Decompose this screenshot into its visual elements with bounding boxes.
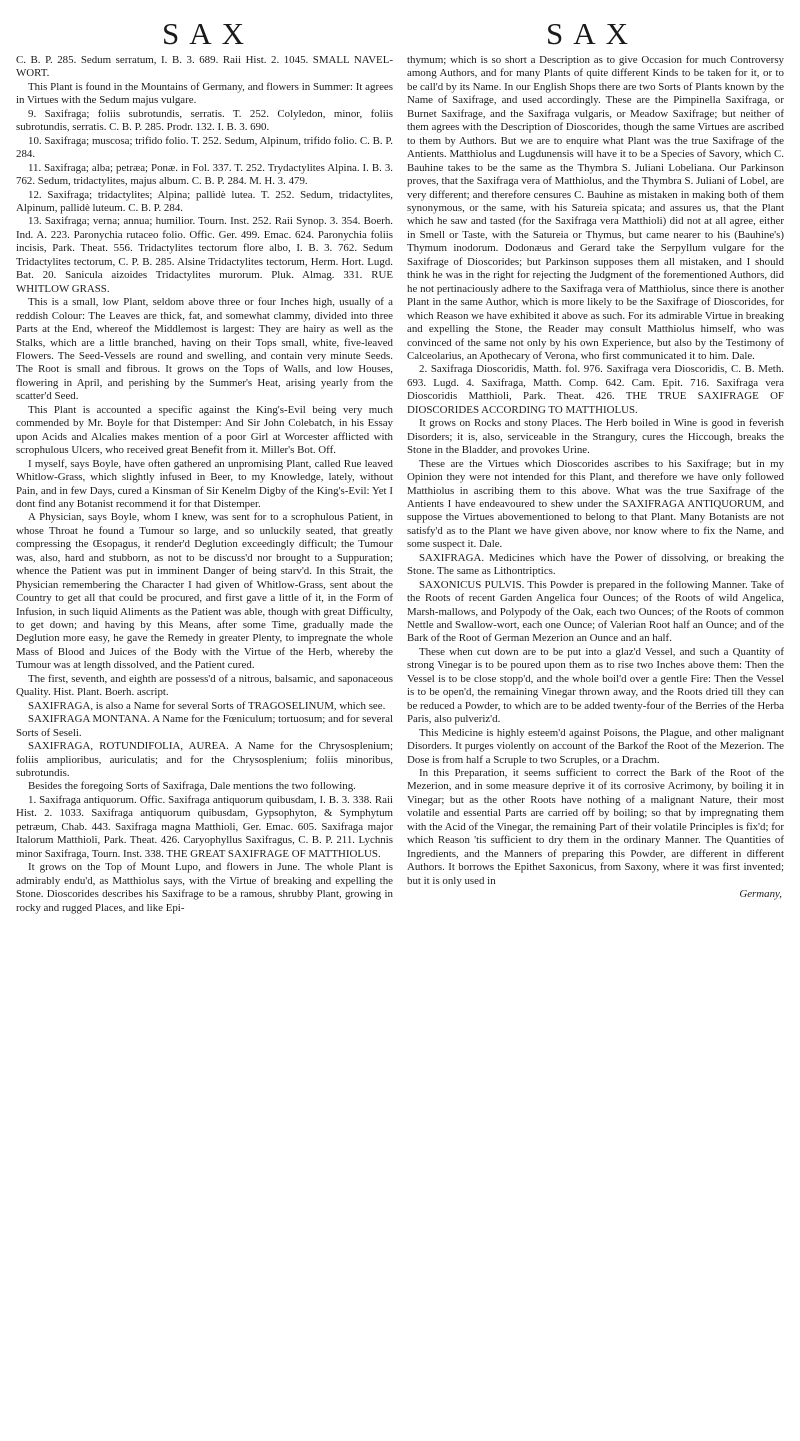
paragraph: This Plant is accounted a specific against the King's-Evil being very much commended by Mr. Boyle for that Distemper: And Sir John Colebatch, in his Essay upon Acids and Alcalies makes mention of a poor Girl at Worcester afflicted with scrophulous Ulcers, who received great Benefit from it. Miller's Bot. Off. <box>16 403 393 457</box>
paragraph: 2. Saxifraga Dioscoridis, Matth. fol. 976. Saxifraga vera Dioscoridis, C. B. Meth. 693. Lugd. 4. Saxifraga, Matth. Comp. 642. Cam. Epit. 716. Saxifraga vera Dioscoridis Matthioli, Park. Theat. 426. THE TRUE SAXIFRAGE OF DIOSCORIDES ACCORDING TO MATTHIOLUS. <box>407 363 784 416</box>
running-head <box>16 0 784 54</box>
paragraph: 13. Saxifraga; verna; annua; humilior. Tourn. Inst. 252. Raii Synop. 3. 354. Boerh. Ind. A. 223. Paronychia rutaceo folio. Offic. Ger. 499. Emac. 624. Paronychia foliis incisis, Park. Theat. 556. Tridactylites tectorum flore albo, I. B. 3. 762. Sedum Tridactylites tectorum, C. P. B. 285. Alsine Tridactylites tectorum, Herm. Hort. Lugd. Bat. 20. Sanicula aizoides Tridactylites murorum. Pluk. Almag. 331. RUE WHITLOW GRASS. <box>16 215 393 295</box>
catchword: Germany, <box>739 888 782 901</box>
paragraph: In this Preparation, it seems sufficient to correct the Bark of the Root of the Mezerion, and in some measure deprive it of its corrosive Acrimony, by boiling it in Vinegar; but as the other Roots have nothing of a malignant Nature, their most volatile and essential Parts are carried off by boiling; so that by impregnating them with the Acid of the Vinegar, the remaining Part of their volatile Principles is fix'd; for which Reason 'tis sufficient to dry them in the ordinary Manner. The Quantities of Ingredients, and the Manners of preparing this Powder, are different in different Authors. It borrows the Epithet Saxonicus, from Saxony, where it was first invented; but it is only used in <box>407 767 784 887</box>
paragraph: This Medicine is highly esteem'd against Poisons, the Plague, and other malignant Disorders. It purges violently on account of the Barkof the Root of the Mezerion. The Dose is from half a Scruple to two Scruples, or a Drachm. <box>407 726 784 766</box>
paragraph: 9. Saxifraga; foliis subrotundis, serratis. T. 252. Colyledon, minor, foliis subrotundis, serratis. C. B. P. 285. Prodr. 132. I. B. 3. 690. <box>16 107 393 134</box>
paragraph: This is a small, low Plant, seldom above three or four Inches high, usually of a reddish Colour: The Leaves are thick, fat, and somewhat clammy, divided into three Parts at the End, whereof the Middlemost is largest: They are hairy as well as the Stalks, which are a little branched, having on their Tops small, white, five-leaved Flowers. The Seed-Vessels are round and swelling, and contain very minute Seeds. The Root is small and fibrous. It grows on the Tops of Walls, and low Houses, flowering in April, and perishing by the Summer's Heat, arising yearly from the scatter'd Seed. <box>16 296 393 403</box>
running-head-right: SAX <box>545 16 638 51</box>
paragraph: This Plant is found in the Mountains of Germany, and flowers in Summer: It agrees in Virtues with the Sedum majus vulgare. <box>16 80 393 107</box>
paragraph: SAXIFRAGA. Medicines which have the Power of dissolving, or breaking the Stone. The same as Lithontriptics. <box>407 551 784 578</box>
paragraph: The first, seventh, and eighth are possess'd of a nitrous, balsamic, and saponaceous Quality. Hist. Plant. Boerh. ascript. <box>16 672 393 699</box>
paragraph: C. B. P. 285. Sedum serratum, I. B. 3. 689. Raii Hist. 2. 1045. SMALL NAVEL-WORT. <box>16 54 393 80</box>
paragraph: 10. Saxifraga; muscosa; trifido folio. T. 252. Sedum, Alpinum, trifido folio. C. B. P. 284. <box>16 134 393 161</box>
paragraph: It grows on Rocks and stony Places. The Herb boiled in Wine is good in feverish Disorders; it is, also, serviceable in the Strangury, cures the Hiccough, breaks the Stone in the Bladder, and provokes Urine. <box>407 417 784 457</box>
paragraph: 12. Saxifraga; tridactylites; Alpina; pallidè lutea. T. 252. Sedum, tridactylites, Alpinum, pallidè luteum. C. B. P. 284. <box>16 188 393 214</box>
paragraph: SAXONICUS PULVIS. This Powder is prepared in the following Manner. Take of the Roots of recent Garden Angelica four Ounces; of the Roots of wild Angelica, Marsh-mallows, and Polypody of the Oak, each two Ounces; of the Roots of common Nettle and Swallow-wort, each one Ounce; of Valerian Root half an Ounce; and of the Bark of the Root of German Mezerion an Ounce and an half. <box>407 578 784 645</box>
left-column <box>16 54 393 915</box>
paragraph: These when cut down are to be put into a glaz'd Vessel, and such a Quantity of strong Vinegar is to be poured upon them as to rise two Inches above them: Then the Vessel is to be close stopp'd, and the whole boil'd over a gentle Fire: Then the Vessel is to be open'd, the remaining Vinegar thrown away, and the Roots dried till they can be reduced a Powder, to which are to be added twenty-four of the Berries of the Herba Paris, also pulveriz'd. <box>407 645 784 726</box>
paragraph: Besides the foregoing Sorts of Saxifraga, Dale mentions the two following. <box>28 780 356 793</box>
paragraph: These are the Virtues which Dioscorides ascribes to his Saxifrage; but in my Opinion they were not intended for this Plant, and therefore we have only followed Matthiolus in ascribing them to this above. What was the true Saxifrage of the Antients I have endeavoured to shew under the SAXIFRAGA ANTIQUORUM, and suppose the Virtues abovementioned to belong to that Plant. Many Botanists are not satisfy'd as to the Plant we have given above, nor know where to fix the Name, and some suspect it. Dale. <box>407 457 784 551</box>
paragraph: A Physician, says Boyle, whom I knew, was sent for to a scrophulous Patient, in whose Throat he found a Tumour so large, and so unluckily seated, that greatly compressing the Œsopagus, it render'd Deglution exceedingly difficult; the Tumour was, also, hard and stubborn, as not to be discuss'd nor brought to a Suppuration; whence the Patient was put in imminent Danger of being starv'd. In this Strait, the Physician remembering the Character I had given of Whitlow-Grass, sent about the Country to get all that could be procured, and first gave a little of it, in the Form of Infusion, in such liquid Aliments as the Patient was able, though with great Difficulty, to get down; and having by this Means, after some Time, gradually made the Deglution more easy, he gave the Remedy in greater Plenty, to impregnate the whole Mass of Blood and Juices of the Body with the Virtue of the Herb, whereby the Tumour was at length dissolved, and the Patient cured. <box>16 511 393 672</box>
paragraph: SAXIFRAGA MONTANA. A Name for the Fœniculum; tortuosum; and for several Sorts of Seseli. <box>16 713 393 739</box>
paragraph: It grows on the Top of Mount Lupo, and flowers in June. The whole Plant is admirably endu'd, as Matthiolus says, with the Virtue of breaking and expelling the Stone. Dioscorides describes his Saxifrage to be a ramous, shrubby Plant, growing in rocky and rugged Places, and like Epi- <box>16 861 393 914</box>
paragraph: SAXIFRAGA, is also a Name for several Sorts of TRAGOSELINUM, which see. <box>28 699 386 712</box>
paragraph: SAXIFRAGA, ROTUNDIFOLIA, AUREA. A Name for the Chrysosplenium; foliis amplioribus, auriculatis; and for the Chrysosplenium; foliis minoribus, subrotundis. <box>16 740 393 780</box>
text-columns <box>16 54 784 915</box>
paragraph: 11. Saxifraga; alba; petræa; Ponæ. in Fol. 337. T. 252. Trydactylites Alpina. I. B. 3. 762. Sedum, tridactylites, majus album. C. B. P. 284. M. H. 3. 479. <box>16 161 393 188</box>
paragraph: I myself, says Boyle, have often gathered an unpromising Plant, called Rue leaved Whitlow-Grass, which slightly infused in Beer, to my Knowledge, lately, without Pain, and in few Days, cured a Kinsman of Sir Kenelm Digby of the King's-Evil: Yet I dont find any Botanist recommend it for that Distemper. <box>16 457 393 510</box>
paragraph: 1. Saxifraga antiquorum. Offic. Saxifraga antiquorum quibusdam, I. B. 3. 338. Raii Hist. 2. 1033. Saxifraga antiquorum quibusdam, Gypsophyton, & Symphytum petræum, Chab. 443. Saxifraga magna Matthioli, Ger. Emac. 605. Saxifraga major Italorum Matthioli, Park. Theat. 426. Caryophyllus Saxifragus, C. B. P. 211. Lychnis minor Saxifraga, Tourn. Inst. 338. THE GREAT SAXIFRAGE OF MATTHIOLUS. <box>16 793 393 860</box>
right-column <box>407 54 784 915</box>
paragraph: thymum; which is so short a Description as to give Occasion for much Controversy among Authors, and for many Plants of quite different Kinds to be taken for it, or to be call'd by its Name. In our English Shops there are two Sorts of Plants known by the Name of Saxifrage, and used accordingly. These are the Pimpinella Saxifraga, or Burnet Saxifrage, and the Saxifraga vulgaris, or Meadow Saxifrage; but neither of them agrees with the Description of Dioscorides, though the same Virtues are ascribed to them by Authors. But we are to enquire what Plant was the true Saxifrage of the Antients. Matthiolus and Lugdunensis will have it to be a Species of Savory, which C. Bauhine takes to be the same as the Thymbra S. Juliani Lobeliana. Our Parkinson proves, that the Saxifraga vera of Matthiolus, and the Thymbra S. Juliani of Lobel, are very different; and therefore censures C. Bauhine as mistaken in making both of them synonymous, or the same, with his Satureia spicata; and assures us, that the Plant which he saw and tasted (for the Saxifraga vera Matthioli) did not at all agree, either in Smell or Taste, with the Satureia or Thymus, but came nearer to his (Bauhine's) Thymum inodorum. Dodonæus and Gerard take the Serpyllum vulgare for the Saxifrage of Dioscorides; but Parkinson supposes them all mistaken, and I should think he was in the right for rejecting the Judgment of the forementioned Authors, did he not pertinaciously adhere to the Saxifraga vera of Matthiolus, since there is another Plant in the same Author, which is more likely to be the Saxifrage of Dioscorides, for which Reason we have exhibited it above as such. For its admirable Virtue in breaking and expelling the Stone, the Reader may consult Matthiolus himself, who was convinced of the same not only by his own Experience, but also by the Testimony of Calceolarius, an Apothecary of Verona, who first communicated it to him. Dale. <box>407 54 784 362</box>
running-head-left: SAX <box>161 16 254 51</box>
